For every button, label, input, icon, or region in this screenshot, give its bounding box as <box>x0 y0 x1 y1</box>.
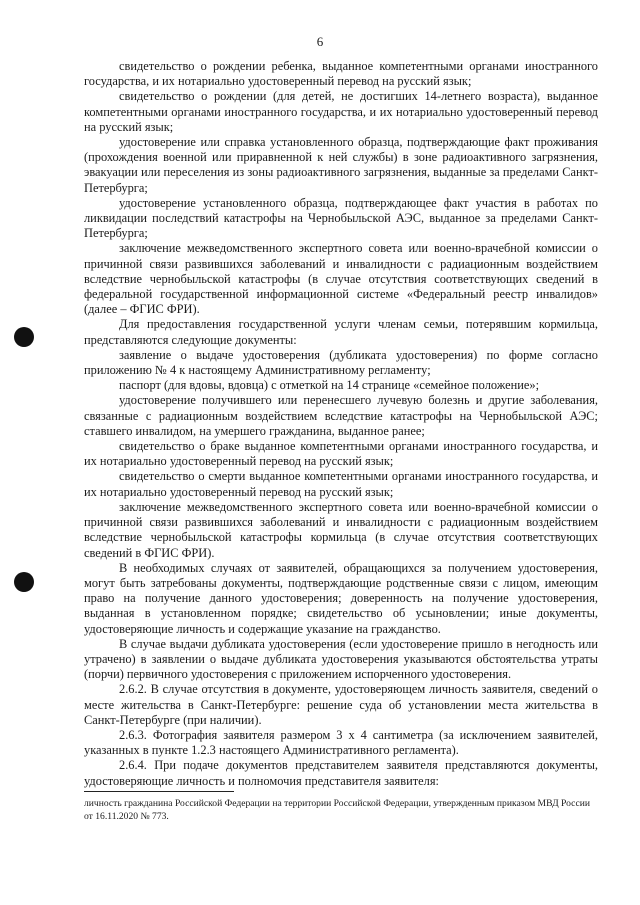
document-body <box>84 59 598 789</box>
paragraph: удостоверение получившего или перенесшего лучевую болезнь и другие заболевания, связанные с радиационным воздействием вследствие катастрофы на Чернобыльской АЭС; ставшего инвалидом, на умершего гражданина, выданное ранее; <box>84 393 598 438</box>
section-paragraph: 2.6.4. При подаче документов представителем заявителя представляются документы, удостоверяющие личность и полномочия представителя заявителя: <box>84 758 598 788</box>
punch-hole-mark <box>14 572 34 592</box>
paragraph: заключение межведомственного экспертного совета или военно-врачебной комиссии о причинной связи развившихся заболеваний и инвалидности с радиационным воздействием вследствие чернобыльской катастрофы (в случае отсутствия соответствующих сведений в федеральной государственной информационной системе «Федеральный реестр инвалидов» (далее – ФГИС ФРИ). <box>84 241 598 317</box>
paragraph: заявление о выдаче удостоверения (дубликата удостоверения) по форме согласно приложению № 4 к настоящему Административному регламенту; <box>84 347 598 378</box>
punch-hole-mark <box>14 327 34 347</box>
page-number: 6 <box>316 34 324 49</box>
paragraph: Для предоставления государственной услуги членам семьи, потерявшим кормильца, представляются следующие документы: <box>84 317 598 347</box>
section-paragraph: 2.6.2. В случае отсутствия в документе, удостоверяющем личность заявителя, сведений о месте жительства в Санкт-Петербурге: решение суда об установлении места жительства в Санкт-Петербурге (при наличии). <box>84 682 598 727</box>
paragraph: удостоверение или справка установленного образца, подтверждающие факт проживания (прохождения военной или приравненной к ней службы) в зоне радиоактивного загрязнения, эвакуации или переселения из зоны радиоактивного загрязнения, выданные за пределами Санкт-Петербурга; <box>84 135 598 195</box>
paragraph: В случае выдачи дубликата удостоверения (если удостоверение пришло в негодность или утрачено) в заявлении о выдаче дубликата удостоверения указываются обстоятельства утраты (порчи) первичного удостоверения с приложением испорченного удостоверения. <box>84 636 598 682</box>
paragraph: свидетельство о рождении ребенка, выданное компетентными органами иностранного государства, и их нотариально удостоверенный перевод на русский язык; <box>84 59 598 89</box>
footnote-text: личность гражданина Российской Федерации на территории Российской Федерации, утвержденным приказом МВД России от 16.11.2020 № 773. <box>84 798 590 822</box>
paragraph: В необходимых случаях от заявителей, обращающихся за получением удостоверения, могут быть затребованы документы, подтверждающие родственные связи с лицом, имеющим право на получение данного удостоверения; доверенность на получение удостоверения, выданная в установленном порядке; свидетельство об усыновлении; иные документы, удостоверяющие личность и содержащие указание на гражданство. <box>84 560 598 636</box>
footnote-separator <box>84 791 234 792</box>
paragraph: свидетельство о рождении (для детей, не достигших 14-летнего возраста), выданное компетентными органами иностранного государства, и их нотариально удостоверенный перевод на русский язык; <box>84 89 598 134</box>
paragraph: паспорт (для вдовы, вдовца) с отметкой на 14 странице «семейное положение»; <box>119 378 540 393</box>
section-paragraph: 2.6.3. Фотография заявителя размером 3 х 4 сантиметра (за исключением заявителей, указанных в пункте 1.2.3 настоящего Административного регламента). <box>84 727 598 758</box>
paragraph: свидетельство о смерти выданное компетентными органами иностранного государства, и их нотариально удостоверенный перевод на русский язык; <box>84 469 598 499</box>
paragraph: свидетельство о браке выданное компетентными органами иностранного государства, и их нотариально удостоверенный перевод на русский язык; <box>84 439 598 469</box>
paragraph: заключение межведомственного экспертного совета или военно-врачебной комиссии о причинной связи развившихся заболеваний и инвалидности с радиационным воздействием вследствие чернобыльской катастрофы кормильца (в случае отсутствия соответствующих сведений в ФГИС ФРИ). <box>84 499 598 560</box>
paragraph: удостоверение установленного образца, подтверждающее факт участия в работах по ликвидации последствий катастрофы на Чернобыльской АЭС, выданное за пределами Санкт-Петербурга; <box>84 195 598 241</box>
